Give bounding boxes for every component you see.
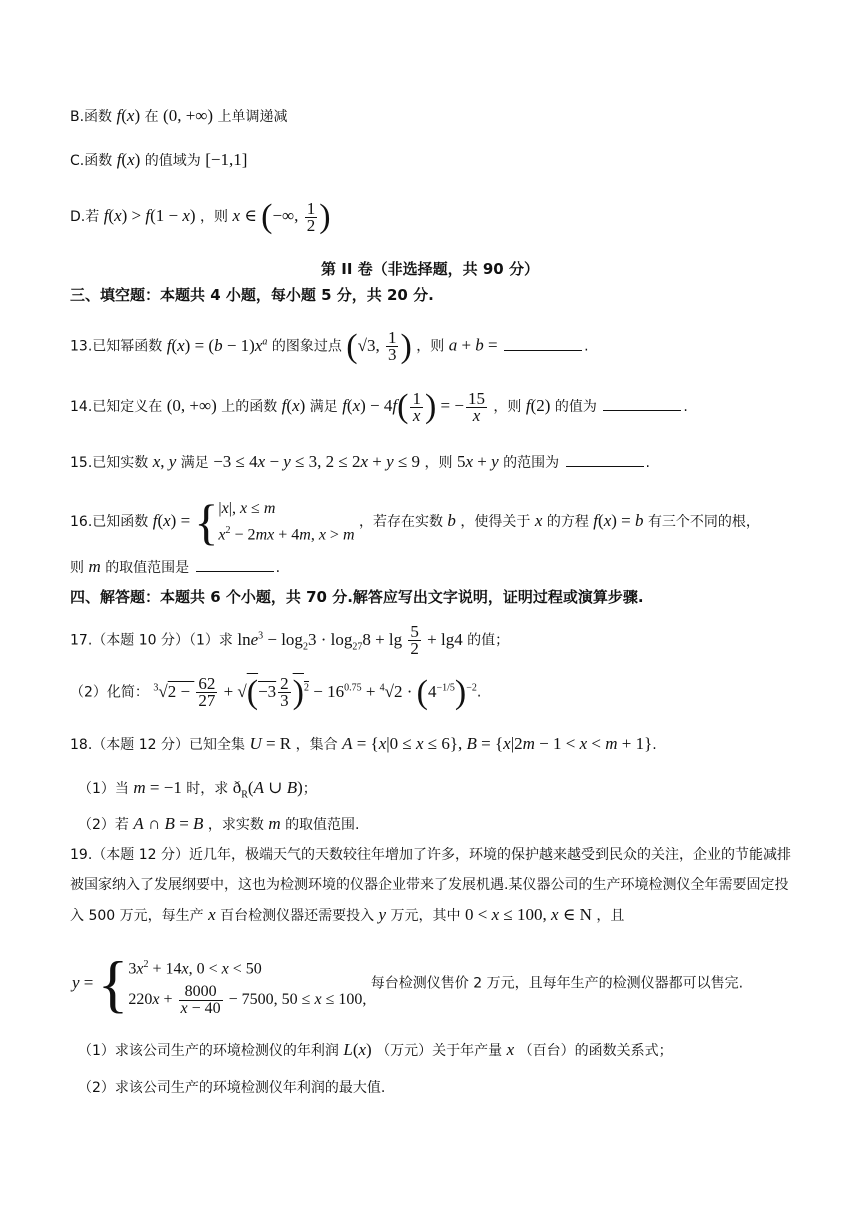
formula: a + b = [448, 335, 498, 355]
formula: $\ln e^3 - \log_23 \cdot \log_{27}8 + \lg$ $\frac{5}{2}$ + lg4 [237, 622, 463, 659]
q18-p1-b: 时，求 [186, 781, 229, 797]
q16-text-g: 的取值范围是 [105, 560, 190, 576]
formula: f(2) [525, 396, 551, 415]
formula: x [534, 511, 543, 530]
fill-in-section-heading: 三、填空题：本题共 4 小题，每小题 5 分，共 20 分. [70, 286, 434, 304]
question-17-part-2: （2）化简： $^3$√2 − $\frac{62}{27}$ + √(−3 $\frac{2}{3}$ )$^2 - 16^{0.75} + ^4√2 \cdot (4^{-1/5})^{-2}$. [70, 673, 482, 711]
formula: 5x + y [456, 452, 499, 471]
formula: x, y [152, 452, 177, 471]
question-15: 15.已知实数 x, y 满足 −3 ≤ 4x − y ≤ 3, 2 ≤ 2x + y ≤ 9 ，则 5x + y 的范围为 . [70, 452, 650, 471]
q19-text-3: 万元，其中 [390, 908, 461, 924]
option-b [70, 106, 288, 127]
q14-text-d: ，则 [493, 399, 522, 415]
option-b-prefix: B.函数 [70, 109, 113, 125]
formula: x ∈ (−∞, $\frac{1}{2}$ ) [232, 198, 331, 236]
option-b-mid: 在 [144, 109, 159, 125]
question-18-part-2 [78, 814, 360, 835]
option-c-prefix: C.函数 [70, 153, 113, 169]
question-19-stem [70, 840, 800, 931]
q19-p1-b: （万元）关于年产量 [376, 1043, 503, 1059]
formula: [−1,1] [205, 150, 248, 169]
q19-text-2: 百台检测仪器还需要投入 [220, 908, 375, 924]
formula: $^3$√2 − $\frac{62}{27}$ + √(−3 $\frac{2}{3}$ )$^2 - 16^{0.75} + ^4√2 \cdot (4^{-1/5})^{-2}$ [153, 673, 477, 711]
formula: −3 ≤ 4x − y ≤ 3, 2 ≤ 2x + y ≤ 9 [213, 452, 421, 471]
question-13: 13.已知幂函数 $f(x) = (b - 1)x^a$ 的图象过点 (√3, $\frac{1}{3}$ ) ，则 a + b = . [70, 327, 589, 365]
formula: A = {x|0 ≤ x ≤ 6}, B = {x|2m − 1 < x < m + 1} [342, 734, 653, 753]
option-c-suffix: 的值域为 [144, 153, 201, 169]
formula: x [506, 1040, 515, 1059]
q14-text-e: 的值为 [554, 399, 597, 415]
formula: m [268, 814, 281, 833]
q17-text-b: 的值； [467, 632, 510, 649]
formula: f(x) [116, 150, 141, 169]
formula: m = −1 [133, 778, 182, 797]
q19-p2: （2）求该公司生产的环境检测仪年利润的最大值. [78, 1080, 386, 1096]
q16-text-d: 的方程 [546, 514, 589, 530]
answer-blank[interactable] [196, 559, 274, 572]
formula: f(x) > f(1 − x) [103, 206, 196, 225]
q16-text-b: ，若存在实数 [358, 514, 443, 530]
option-d-mid: ，则 [200, 209, 229, 225]
formula: b [447, 511, 456, 530]
question-16-cont: 则 m 的取值范围是 . [70, 557, 281, 576]
formula: f(x) = b [593, 511, 644, 530]
answer-blank[interactable] [504, 338, 582, 351]
q18-p2-b: ，求实数 [207, 817, 264, 833]
q15-text-b: 满足 [180, 455, 209, 471]
option-c [70, 150, 247, 171]
formula: 0 < x ≤ 100, x ∈ N [464, 905, 592, 924]
option-d-prefix: D.若 [70, 209, 100, 225]
q13-text-b: 的图象过点 [271, 338, 342, 355]
q18-text-a: 18.（本题 12 分）已知全集 [70, 737, 245, 753]
formula: U = R [249, 734, 292, 753]
question-18-part-1: （1）当 m = −1 时，求 $ð_R(A$ ∪ B)； [78, 778, 317, 801]
formula: f(x) [281, 396, 306, 415]
formula: $f(x) = (b - 1)x^a$ [166, 335, 268, 355]
q15-text-c: ，则 [424, 455, 453, 471]
option-d [70, 198, 331, 235]
question-18: 18.（本题 12 分）已知全集 U = R ，集合 A = {x|0 ≤ x ≤ 6}, B = {x|2m − 1 < x < m + 1}. [70, 734, 657, 753]
question-14: 14.已知定义在 (0, +∞) 上的函数 f(x) 满足 f(x) − 4f( $\frac{1}{x}$ ) = − $\frac{15}{x}$ ，则 f(2) 的值为 . [70, 388, 688, 426]
question-16 [70, 494, 760, 551]
q14-text-c: 满足 [309, 399, 338, 415]
q17-text-c: （2）化简： [70, 684, 149, 701]
formula: $y = \{3x^2 + 14x$, 0 < x < 50 220x + $\frac{8000}{x - 40}$ − 7500, 50 ≤ x ≤ 100, [72, 947, 367, 1019]
formula: x [208, 905, 216, 924]
formula: y [378, 905, 387, 924]
q14-text-b: 上的函数 [221, 399, 278, 415]
formula: (0, +∞) [163, 106, 214, 125]
q13-text-c: ，则 [416, 338, 445, 355]
q18-p1-a: （1）当 [78, 781, 129, 797]
q15-text-a: 15.已知实数 [70, 455, 149, 471]
q17-text-a: 17.（本题 10 分）（1）求 [70, 632, 233, 649]
q13-text-a: 13.已知幂函数 [70, 338, 163, 355]
q18-p2-c: 的取值范围. [285, 817, 360, 833]
formula: A ∩ B = B [133, 814, 204, 833]
question-19-piecewise [72, 947, 744, 1019]
question-17-part-1 [70, 618, 509, 665]
q16-text-e: 有三个不同的根， [647, 514, 760, 530]
q14-text-a: 14.已知定义在 [70, 399, 163, 415]
q19-sale-text: 每台检测仪售价 2 万元，且每年生产的检测仪器都可以售完. [370, 975, 744, 992]
q18-text-b: ，集合 [295, 737, 338, 753]
formula: f(x) [116, 106, 141, 125]
q19-text-1: 19.（本题 12 分）近几年，极端天气的天数较往年增加了许多，环境的保护越来越受到民众的关注，企业的节能减排被国家纳入了发展纲要中，这也为检测环境的仪器企业带来了发展机遇.某仪器公司的生产环境检测仪全年需要固定投入 500 万元，每生产 [70, 847, 791, 924]
solve-section-heading: 四、解答题：本题共 6 个小题，共 70 分.解答应写出文字说明，证明过程或演算步骤. [70, 588, 644, 606]
q19-p1-c: （百台）的函数关系式； [518, 1043, 673, 1059]
answer-blank[interactable] [566, 454, 644, 467]
q16-text-a: 16.已知函数 [70, 514, 149, 530]
formula: L(x) [343, 1040, 372, 1059]
formula: f(x) − 4f( $\frac{1}{x}$ ) = − $\frac{15}{x}$ [342, 388, 485, 426]
formula: (√3, $\frac{1}{3}$ ) [346, 327, 412, 365]
formula: f(x) = {|x|, x ≤ m $x^2 - 2mx + 4m$, x > m [152, 494, 355, 551]
option-b-suffix: 上单调递减 [217, 109, 288, 125]
q16-text-c: ，使得关于 [460, 514, 531, 530]
formula: $ð_R(A$ ∪ B) [232, 778, 303, 801]
part-two-title: 第 II 卷（非选择题，共 90 分） [321, 260, 539, 278]
question-19-part-1 [78, 1040, 673, 1061]
q16-text-f: 则 [70, 560, 84, 576]
question-19-part-2 [78, 1078, 385, 1098]
q19-p1-a: （1）求该公司生产的环境检测仪的年利润 [78, 1043, 339, 1059]
formula: m [88, 557, 101, 576]
q19-text-4: ，且 [596, 908, 625, 924]
q15-text-d: 的范围为 [503, 455, 560, 471]
formula: (0, +∞) [166, 396, 217, 415]
answer-blank[interactable] [603, 398, 681, 411]
q18-p2-a: （2）若 [78, 817, 129, 833]
